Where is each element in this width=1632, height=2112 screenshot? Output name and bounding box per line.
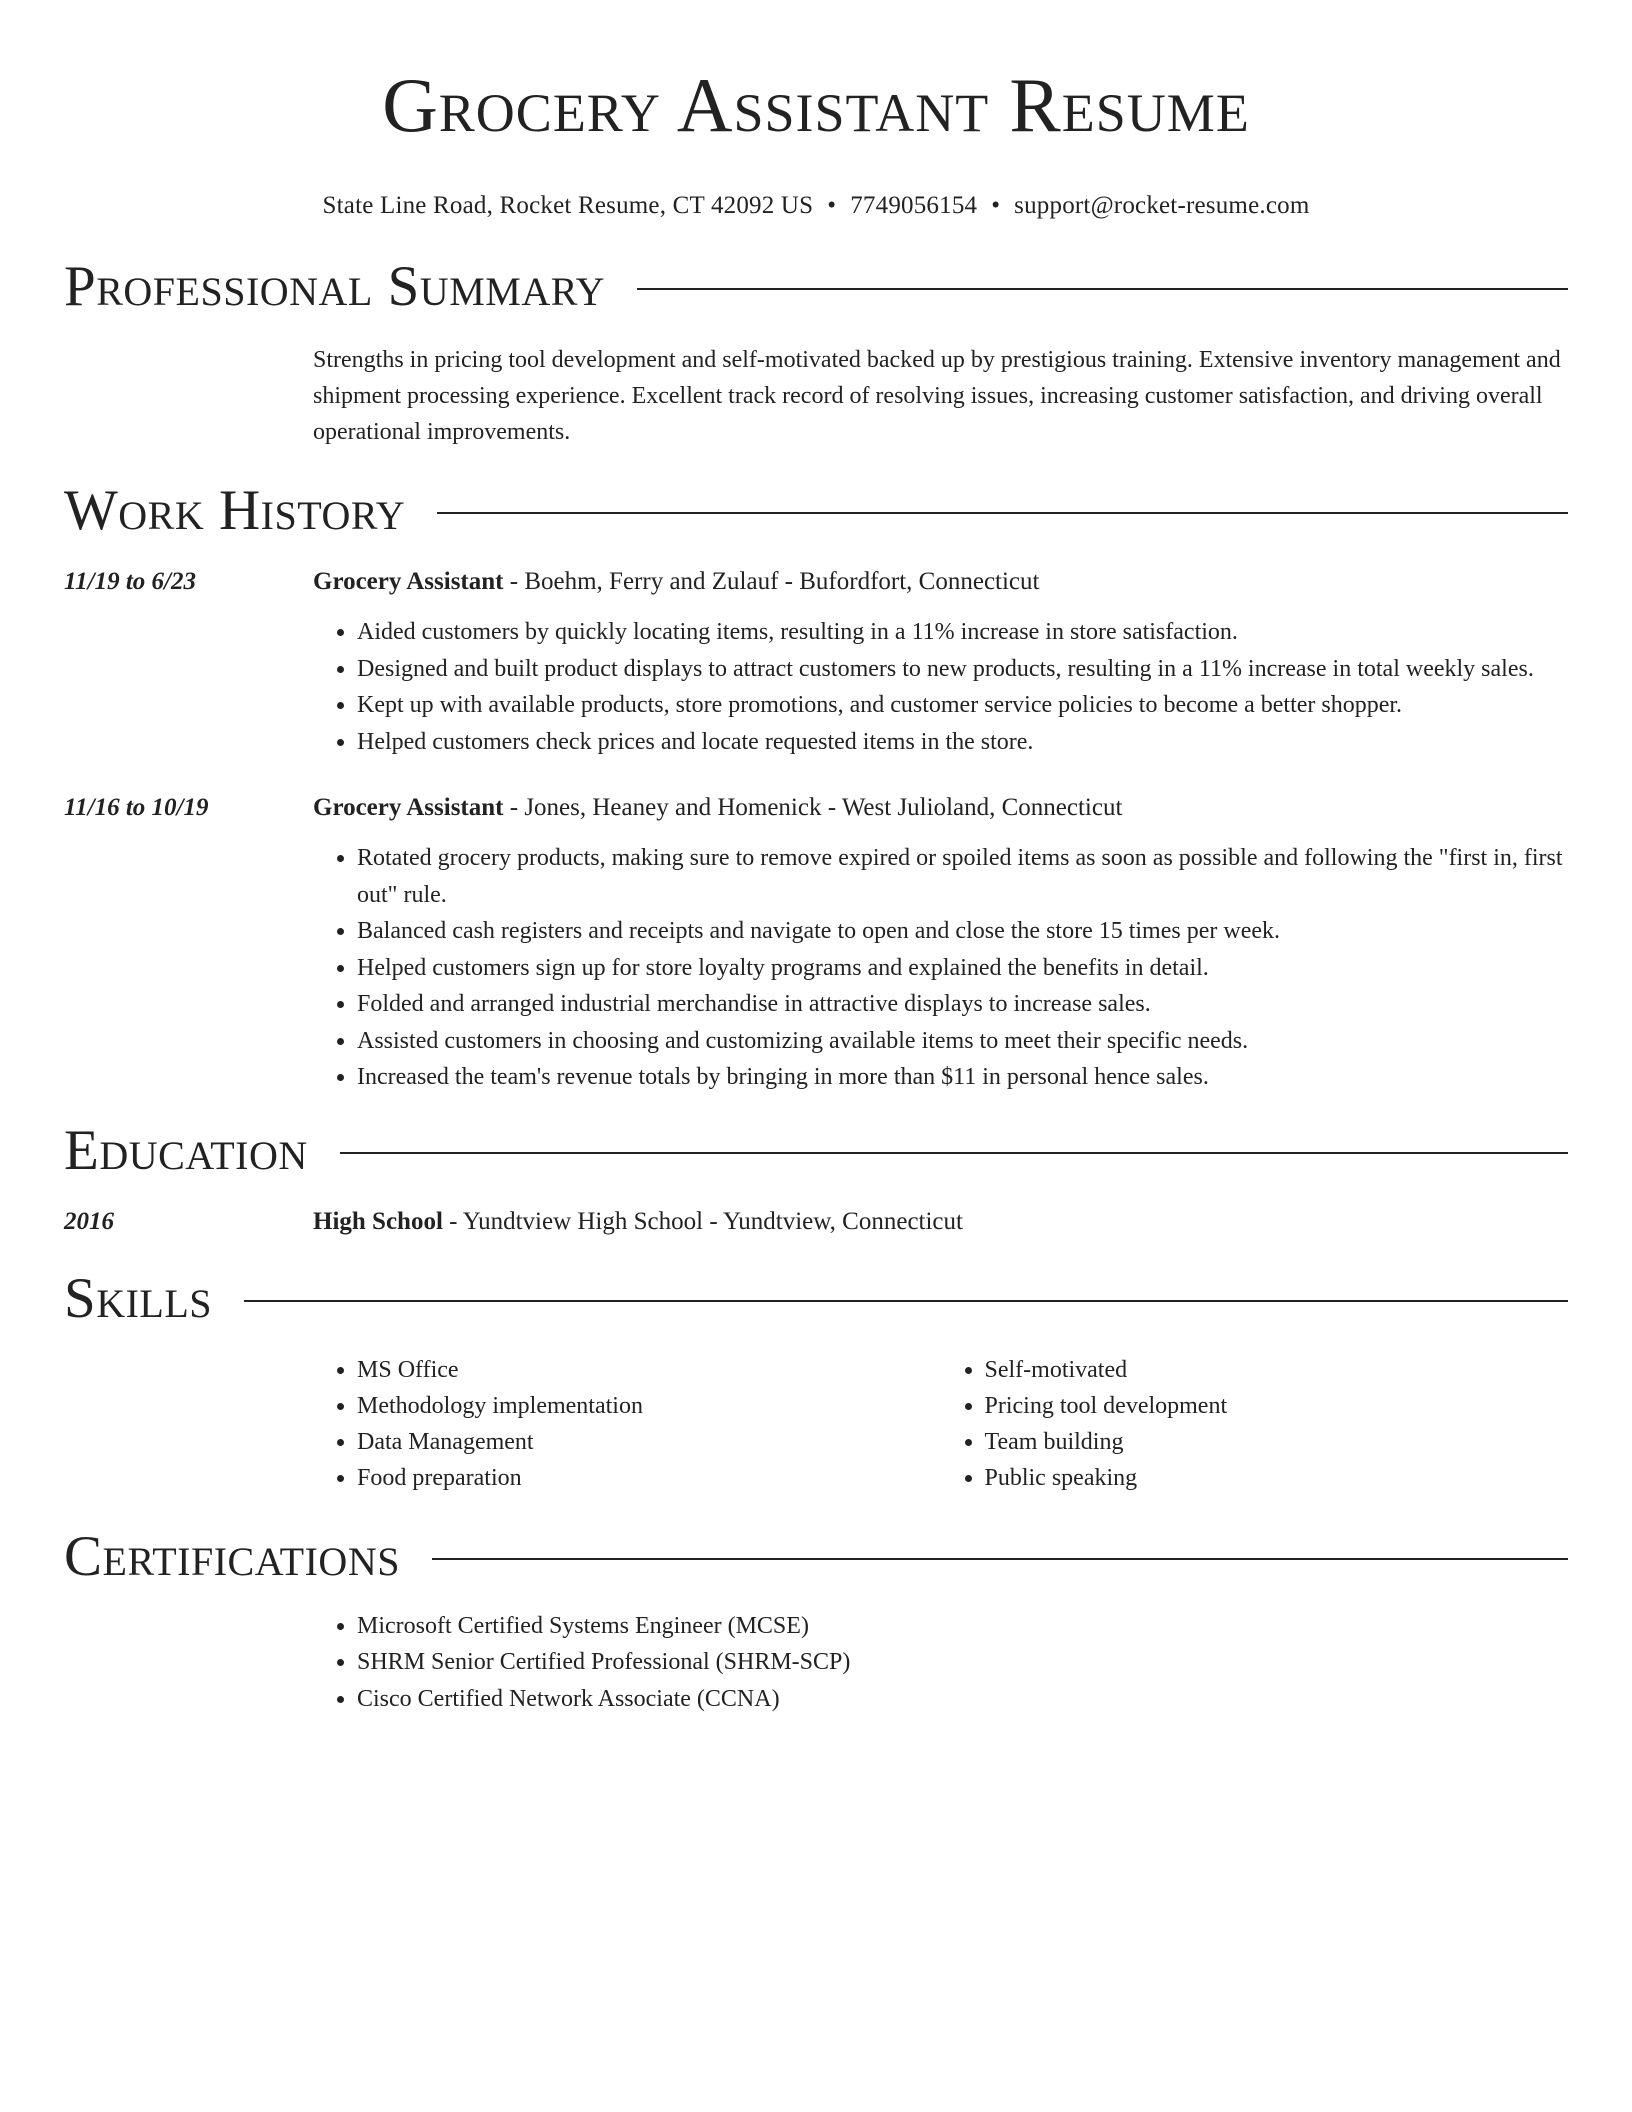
list-item: • Aided customers by quickly locating items, resulting in a 11% increase in store satisfaction. — [357, 614, 1568, 651]
certification-item: • SHRM Senior Certified Professional (SHRM-SCP) — [357, 1644, 1568, 1681]
contact-separator: • — [991, 192, 1001, 219]
skill-item: • Data Management — [357, 1424, 941, 1460]
skills-column-right — [941, 1352, 1569, 1496]
section-divider — [437, 512, 1568, 514]
certification-item: • Microsoft Certified Systems Engineer (MCSE) — [357, 1608, 1568, 1645]
job-employer: - Boehm, Ferry and Zulauf - Bufordfort, Connecticut — [503, 568, 1040, 595]
section-heading-education: Education — [64, 1118, 308, 1182]
job-headline — [313, 790, 1568, 826]
section-heading-work: Work History — [64, 479, 406, 542]
education-year: 2016 — [64, 1207, 114, 1235]
section-divider — [340, 1152, 1568, 1154]
summary-text: Strengths in pricing tool development and self-motivated backed up by prestigious training. Extensive inventory management and shipment processing experience. Excellent track record of resolving issues, increasing customer satisfaction, and driving overall operational improvements. — [313, 347, 1561, 445]
job-headline — [313, 564, 1568, 600]
skill-item: • MS Office — [357, 1352, 941, 1388]
skill-item: • Public speaking — [985, 1460, 1569, 1496]
section-divider — [637, 288, 1568, 290]
contact-address: State Line Road, Rocket Resume, CT 42092 US — [322, 192, 814, 219]
skill-item: • Self-motivated — [985, 1352, 1569, 1388]
education-degree: High School — [313, 1207, 443, 1235]
job-content — [313, 564, 1568, 760]
list-item: • Helped customers check prices and locate requested items in the store. — [357, 724, 1568, 761]
skill-item: • Team building — [985, 1424, 1569, 1460]
certification-item: • Cisco Certified Network Associate (CCNA) — [357, 1681, 1568, 1718]
section-summary-header — [64, 254, 1568, 320]
list-item: • Balanced cash registers and receipts and navigate to open and close the store 15 times per week. — [357, 913, 1568, 950]
section-divider — [432, 1558, 1568, 1560]
section-skills-header — [64, 1266, 1568, 1332]
contact-line — [64, 190, 1568, 222]
section-certifications-header — [64, 1524, 1568, 1590]
section-work-header — [64, 478, 1568, 544]
skill-item: • Pricing tool development — [985, 1388, 1569, 1424]
education-headline — [313, 1204, 1568, 1240]
resume-title: Grocery Assistant Resume — [382, 62, 1250, 148]
education-entry — [64, 1204, 1568, 1240]
skills-list — [313, 1352, 1568, 1496]
job-bullets — [313, 840, 1568, 1096]
contact-separator: • — [827, 192, 837, 219]
skill-item: • Food preparation — [357, 1460, 941, 1496]
section-divider — [244, 1300, 1568, 1302]
education-content — [313, 1204, 1568, 1240]
list-item: • Designed and built product displays to attract customers to new products, resulting in a 11% increase in total weekly sales. — [357, 651, 1568, 688]
contact-phone: 7749056154 — [850, 192, 978, 219]
certifications-list — [313, 1608, 1568, 1718]
list-item: • Assisted customers in choosing and customizing available items to meet their specific needs. — [357, 1023, 1568, 1060]
job-dates: 11/16 to 10/19 — [64, 794, 209, 821]
education-school: - Yundtview High School - Yundtview, Connecticut — [442, 1207, 963, 1235]
job-title: Grocery Assistant — [313, 794, 504, 821]
job-title: Grocery Assistant — [313, 568, 504, 595]
job-employer: - Jones, Heaney and Homenick - West Julioland, Connecticut — [503, 794, 1123, 821]
list-item: • Kept up with available products, store promotions, and customer service policies to become a better shopper. — [357, 687, 1568, 724]
job-entry — [64, 564, 1568, 760]
section-education-header — [64, 1118, 1568, 1184]
job-content — [313, 790, 1568, 1096]
contact-email: support@rocket-resume.com — [1014, 192, 1310, 219]
section-heading-skills: Skills — [64, 1266, 213, 1330]
skills-column-left — [313, 1352, 941, 1496]
job-bullets — [313, 614, 1568, 760]
list-item: • Folded and arranged industrial merchandise in attractive displays to increase sales. — [357, 986, 1568, 1023]
list-item: • Helped customers sign up for store loyalty programs and explained the benefits in detail. — [357, 950, 1568, 987]
skill-item: • Methodology implementation — [357, 1388, 941, 1424]
list-item: • Rotated grocery products, making sure to remove expired or spoiled items as soon as possible and following the "first in, first out" rule. — [357, 840, 1568, 913]
section-heading-summary: Professional Summary — [64, 255, 606, 318]
list-item: • Increased the team's revenue totals by bringing in more than $11 in personal hence sales. — [357, 1059, 1568, 1096]
job-entry — [64, 790, 1568, 1096]
section-heading-certifications: Certifications — [64, 1524, 400, 1588]
job-dates: 11/19 to 6/23 — [64, 568, 196, 595]
certifications-items — [313, 1608, 1568, 1718]
